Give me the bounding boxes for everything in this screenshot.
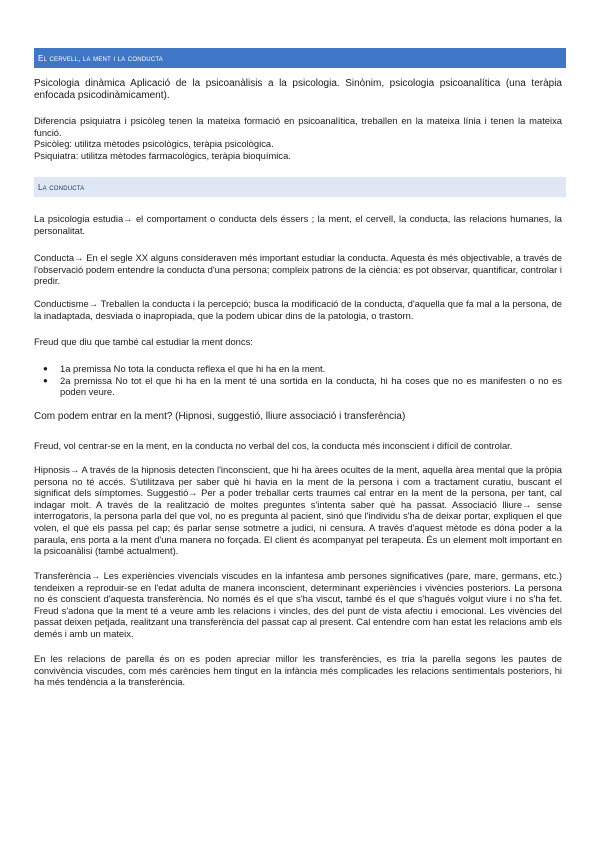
intro-paragraph-2 — [34, 115, 562, 161]
section-heading: La conducta — [38, 182, 85, 192]
section-heading-banner — [34, 177, 566, 197]
paragraph-conduct: Conducta→ En el segle XX alguns consideraven més important estudiar la conducta. Aquesta és més objectivable, a través de l'observació podem entendre la conducta d'una persona; compleix patrons de la ciència: es pot observar, quantificar, controlar i predir. — [34, 252, 562, 287]
paragraph-transference: Transferència→ Les experiències vivencials viscudes en la infantesa amb persones significatives (pare, mare, germans, etc.) tendeixen a reproduir-se en l'edat adulta de manera inconscient, determinant experiències i vivències posteriors. La persona no és conscient d'aquesta transferència. No només és el que s'ha viscut, també és el que s'hagués volgut viure i no s'ha fet. Freud s'adona que la ment té a veure amb les relacions i vincles, des del punt de vista afectiu i emocional. Les vivències del passat deixen petjada, realitzant una transferència del passat cap al present. Cal entendre com han estat les relacions amb els demés i amb un mateix. — [34, 570, 562, 639]
list-item — [34, 375, 562, 398]
paragraph-hypnosis: Hipnosis→ A través de la hipnosis detecten l'inconscient, que hi ha àrees ocultes de la ment, aquella àrea mental que la pròpia persona no té accés. S'utilitzava per saber què hi havia en la ment de la persona i com a tractament curatiu, buscant el significat dels símptomes. Suggestió→ Per a poder treballar certs traumes cal entrar en la ment de la persona, per tant, cal indagar molt. A través de la realització de moltes preguntes s'intenta saber què ha passat. Associació lliure→ sense interrogatoris, la persona parla del que vol, no es pregunta al pacient, sinó que l'individu s'ha de deixar portar, expliquen el que volen, el què els passa pel cap; és parlar sense sotmetre a judici, ni censura. A través d'aquest mètode es dóna poder a la paraula, ens porta a la ment d'una manera no forçada. El client és acompanyat pel terapeuta. És un element molt important en la psicoanàlisi (també actualment). — [34, 464, 562, 557]
intro-text-psychiatrist: Psiquiatra: utilitza mètodes farmacològics, teràpia bioquímica. — [34, 149, 291, 161]
page-heading: El cervell, la ment i la conducta — [38, 53, 163, 63]
bullet-icon: ● — [43, 375, 48, 385]
bullet-icon: ● — [43, 364, 48, 373]
intro-paragraph-1: Psicologia dinàmica Aplicació de la psicoanàlisis a la psicologia. Sinònim, psicologia psicoanalítica (una teràpia enfocada psicodinàmicament). — [34, 78, 562, 101]
list-item — [34, 363, 562, 375]
paragraph-couple-relations: En les relacions de parella és on es poden apreciar millor les transferències, es tria la parella segons les pautes de convivència viscudes, com més carències hem tingut en la infància més complicades les relacions sentimentals posteriors, hi ha més tendència a la transferència. — [34, 653, 562, 688]
premises-list — [34, 363, 562, 398]
paragraph-freud-mind: Freud que diu que també cal estudiar la ment doncs: — [34, 336, 253, 347]
paragraph-enter-mind-question: Com podem entrar en la ment? (Hipnosi, suggestió, lliure associació i transferència) — [34, 411, 406, 422]
list-item-text: 1a premissa No tota la conducta reflexa el que hi ha en la ment. — [60, 363, 326, 374]
paragraph-freud-focus: Freud, vol centrar-se en la ment, en la conducta no verbal del cos, la conducta més inconscient i difícil de controlar. — [34, 440, 513, 451]
page-heading-banner — [34, 48, 566, 68]
list-item-text: 2a premissa No tot el que hi ha en la ment té una sortida en la conducta, hi ha coses que no es manifesten o no es poden veure. — [60, 374, 562, 398]
paragraph-behaviorism: Conductisme→ Treballen la conducta i la percepció; busca la modificació de la conducta, d'aquella que fa mal a la persona, de la inadaptada, desviada o inapropiada, que la podem ubicar dins de la patologia, o trastorn. — [34, 298, 562, 321]
intro-text-psychologist: Psicòleg: utilitza mètodes psicològics, teràpia psicològica. — [34, 138, 274, 150]
paragraph-psychology-studies: La psicologia estudia→ el comportament o conducta dels éssers ; la ment, el cervell, la conducta, las relacions humanes, la personalitat. — [34, 213, 562, 236]
intro-text-difference: Diferencia psiquiatra i psicòleg tenen la mateixa formació en psicoanalítica, treballen en la mateixa línia i tenen la mateixa funció. — [34, 115, 562, 138]
